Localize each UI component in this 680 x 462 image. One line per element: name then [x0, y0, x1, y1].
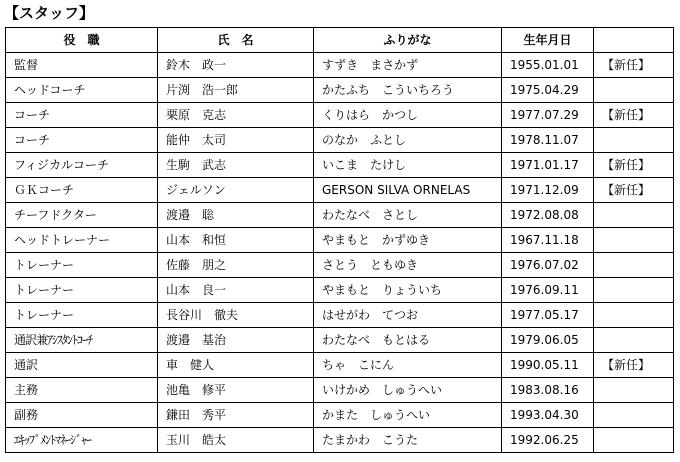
note-cell: 【新任】	[594, 353, 674, 378]
name-cell: 玉川 皓太	[158, 428, 314, 453]
name-cell: 長谷川 徹夫	[158, 303, 314, 328]
name-cell: 渡邉 基治	[158, 328, 314, 353]
table-row	[6, 428, 674, 453]
birth-cell: 1977.05.17	[502, 303, 594, 328]
role-cell: 監督	[6, 53, 158, 78]
header-kana: ふりがな	[314, 28, 502, 53]
birth-cell: 1978.11.07	[502, 128, 594, 153]
name-cell: 鈴木 政一	[158, 53, 314, 78]
birth-cell: 1993.04.30	[502, 403, 594, 428]
birth-cell: 1955.01.01	[502, 53, 594, 78]
birth-cell: 1967.11.18	[502, 228, 594, 253]
kana-cell: のなか ふとし	[314, 128, 502, 153]
birth-cell: 1976.07.02	[502, 253, 594, 278]
table-row	[6, 78, 674, 103]
kana-cell: かたふち こういちろう	[314, 78, 502, 103]
kana-cell: いけかめ しゅうへい	[314, 378, 502, 403]
table-row	[6, 378, 674, 403]
note-cell	[594, 428, 674, 453]
table-row	[6, 203, 674, 228]
note-cell	[594, 228, 674, 253]
kana-cell: ちゃ こにん	[314, 353, 502, 378]
page-title: 【スタッフ】	[4, 4, 95, 22]
birth-cell: 1990.05.11	[502, 353, 594, 378]
birth-cell: 1977.07.29	[502, 103, 594, 128]
table-row	[6, 103, 674, 128]
name-cell: 栗原 克志	[158, 103, 314, 128]
note-cell	[594, 78, 674, 103]
role-cell: トレーナー	[6, 253, 158, 278]
birth-cell: 1971.12.09	[502, 178, 594, 203]
staff-table	[5, 27, 674, 453]
kana-cell: はせがわ てつお	[314, 303, 502, 328]
note-cell	[594, 278, 674, 303]
note-cell	[594, 203, 674, 228]
note-cell: 【新任】	[594, 153, 674, 178]
kana-cell: いこま たけし	[314, 153, 502, 178]
note-cell: 【新任】	[594, 178, 674, 203]
name-cell: 車 健人	[158, 353, 314, 378]
table-row	[6, 278, 674, 303]
role-cell: チーフドクター	[6, 203, 158, 228]
role-cell: コーチ	[6, 103, 158, 128]
table-row	[6, 253, 674, 278]
kana-cell: わたなべ さとし	[314, 203, 502, 228]
header-birth: 生年月日	[502, 28, 594, 53]
header-role: 役 職	[6, 28, 158, 53]
name-cell: 山本 和恒	[158, 228, 314, 253]
role-cell: コーチ	[6, 128, 158, 153]
note-cell: 【新任】	[594, 103, 674, 128]
role-cell: トレーナー	[6, 278, 158, 303]
table-row	[6, 178, 674, 203]
role-cell: 通訳	[6, 353, 158, 378]
birth-cell: 1971.01.17	[502, 153, 594, 178]
note-cell	[594, 303, 674, 328]
kana-cell: やまもと りょういち	[314, 278, 502, 303]
role-cell: ｴｷｯﾌﾟﾒﾝﾄﾏﾈｰｼﾞｬｰ	[6, 428, 158, 453]
kana-cell: くりはら かつし	[314, 103, 502, 128]
kana-cell: かまた しゅうへい	[314, 403, 502, 428]
name-cell: ジェルソン	[158, 178, 314, 203]
table-row	[6, 403, 674, 428]
note-cell	[594, 253, 674, 278]
kana-cell: わたなべ もとはる	[314, 328, 502, 353]
birth-cell: 1992.06.25	[502, 428, 594, 453]
birth-cell: 1972.08.08	[502, 203, 594, 228]
role-cell: 主務	[6, 378, 158, 403]
note-cell	[594, 128, 674, 153]
kana-cell: すずき まさかず	[314, 53, 502, 78]
role-cell: トレーナー	[6, 303, 158, 328]
table-row	[6, 328, 674, 353]
name-cell: 佐藤 朋之	[158, 253, 314, 278]
note-cell	[594, 403, 674, 428]
kana-cell: さとう ともゆき	[314, 253, 502, 278]
table-row	[6, 228, 674, 253]
role-cell: ＧＫコーチ	[6, 178, 158, 203]
table-row	[6, 153, 674, 178]
table-header-row	[6, 28, 674, 53]
role-cell: 通訳兼ｱｼｽﾀﾝﾄｺｰﾁ	[6, 328, 158, 353]
kana-cell: GERSON SILVA ORNELAS	[314, 178, 502, 203]
role-cell: 副務	[6, 403, 158, 428]
role-cell: ヘッドトレーナー	[6, 228, 158, 253]
header-note	[594, 28, 674, 53]
header-name: 氏 名	[158, 28, 314, 53]
birth-cell: 1976.09.11	[502, 278, 594, 303]
name-cell: 池亀 修平	[158, 378, 314, 403]
name-cell: 片渕 浩一郎	[158, 78, 314, 103]
birth-cell: 1979.06.05	[502, 328, 594, 353]
note-cell	[594, 328, 674, 353]
note-cell	[594, 378, 674, 403]
table-row	[6, 353, 674, 378]
role-cell: フィジカルコーチ	[6, 153, 158, 178]
name-cell: 山本 良一	[158, 278, 314, 303]
role-cell: ヘッドコーチ	[6, 78, 158, 103]
name-cell: 鎌田 秀平	[158, 403, 314, 428]
note-cell: 【新任】	[594, 53, 674, 78]
table-row	[6, 303, 674, 328]
table-row	[6, 128, 674, 153]
name-cell: 生駒 武志	[158, 153, 314, 178]
name-cell: 渡邉 聡	[158, 203, 314, 228]
name-cell: 能仲 太司	[158, 128, 314, 153]
birth-cell: 1975.04.29	[502, 78, 594, 103]
birth-cell: 1983.08.16	[502, 378, 594, 403]
kana-cell: たまかわ こうた	[314, 428, 502, 453]
kana-cell: やまもと かずゆき	[314, 228, 502, 253]
table-row	[6, 53, 674, 78]
